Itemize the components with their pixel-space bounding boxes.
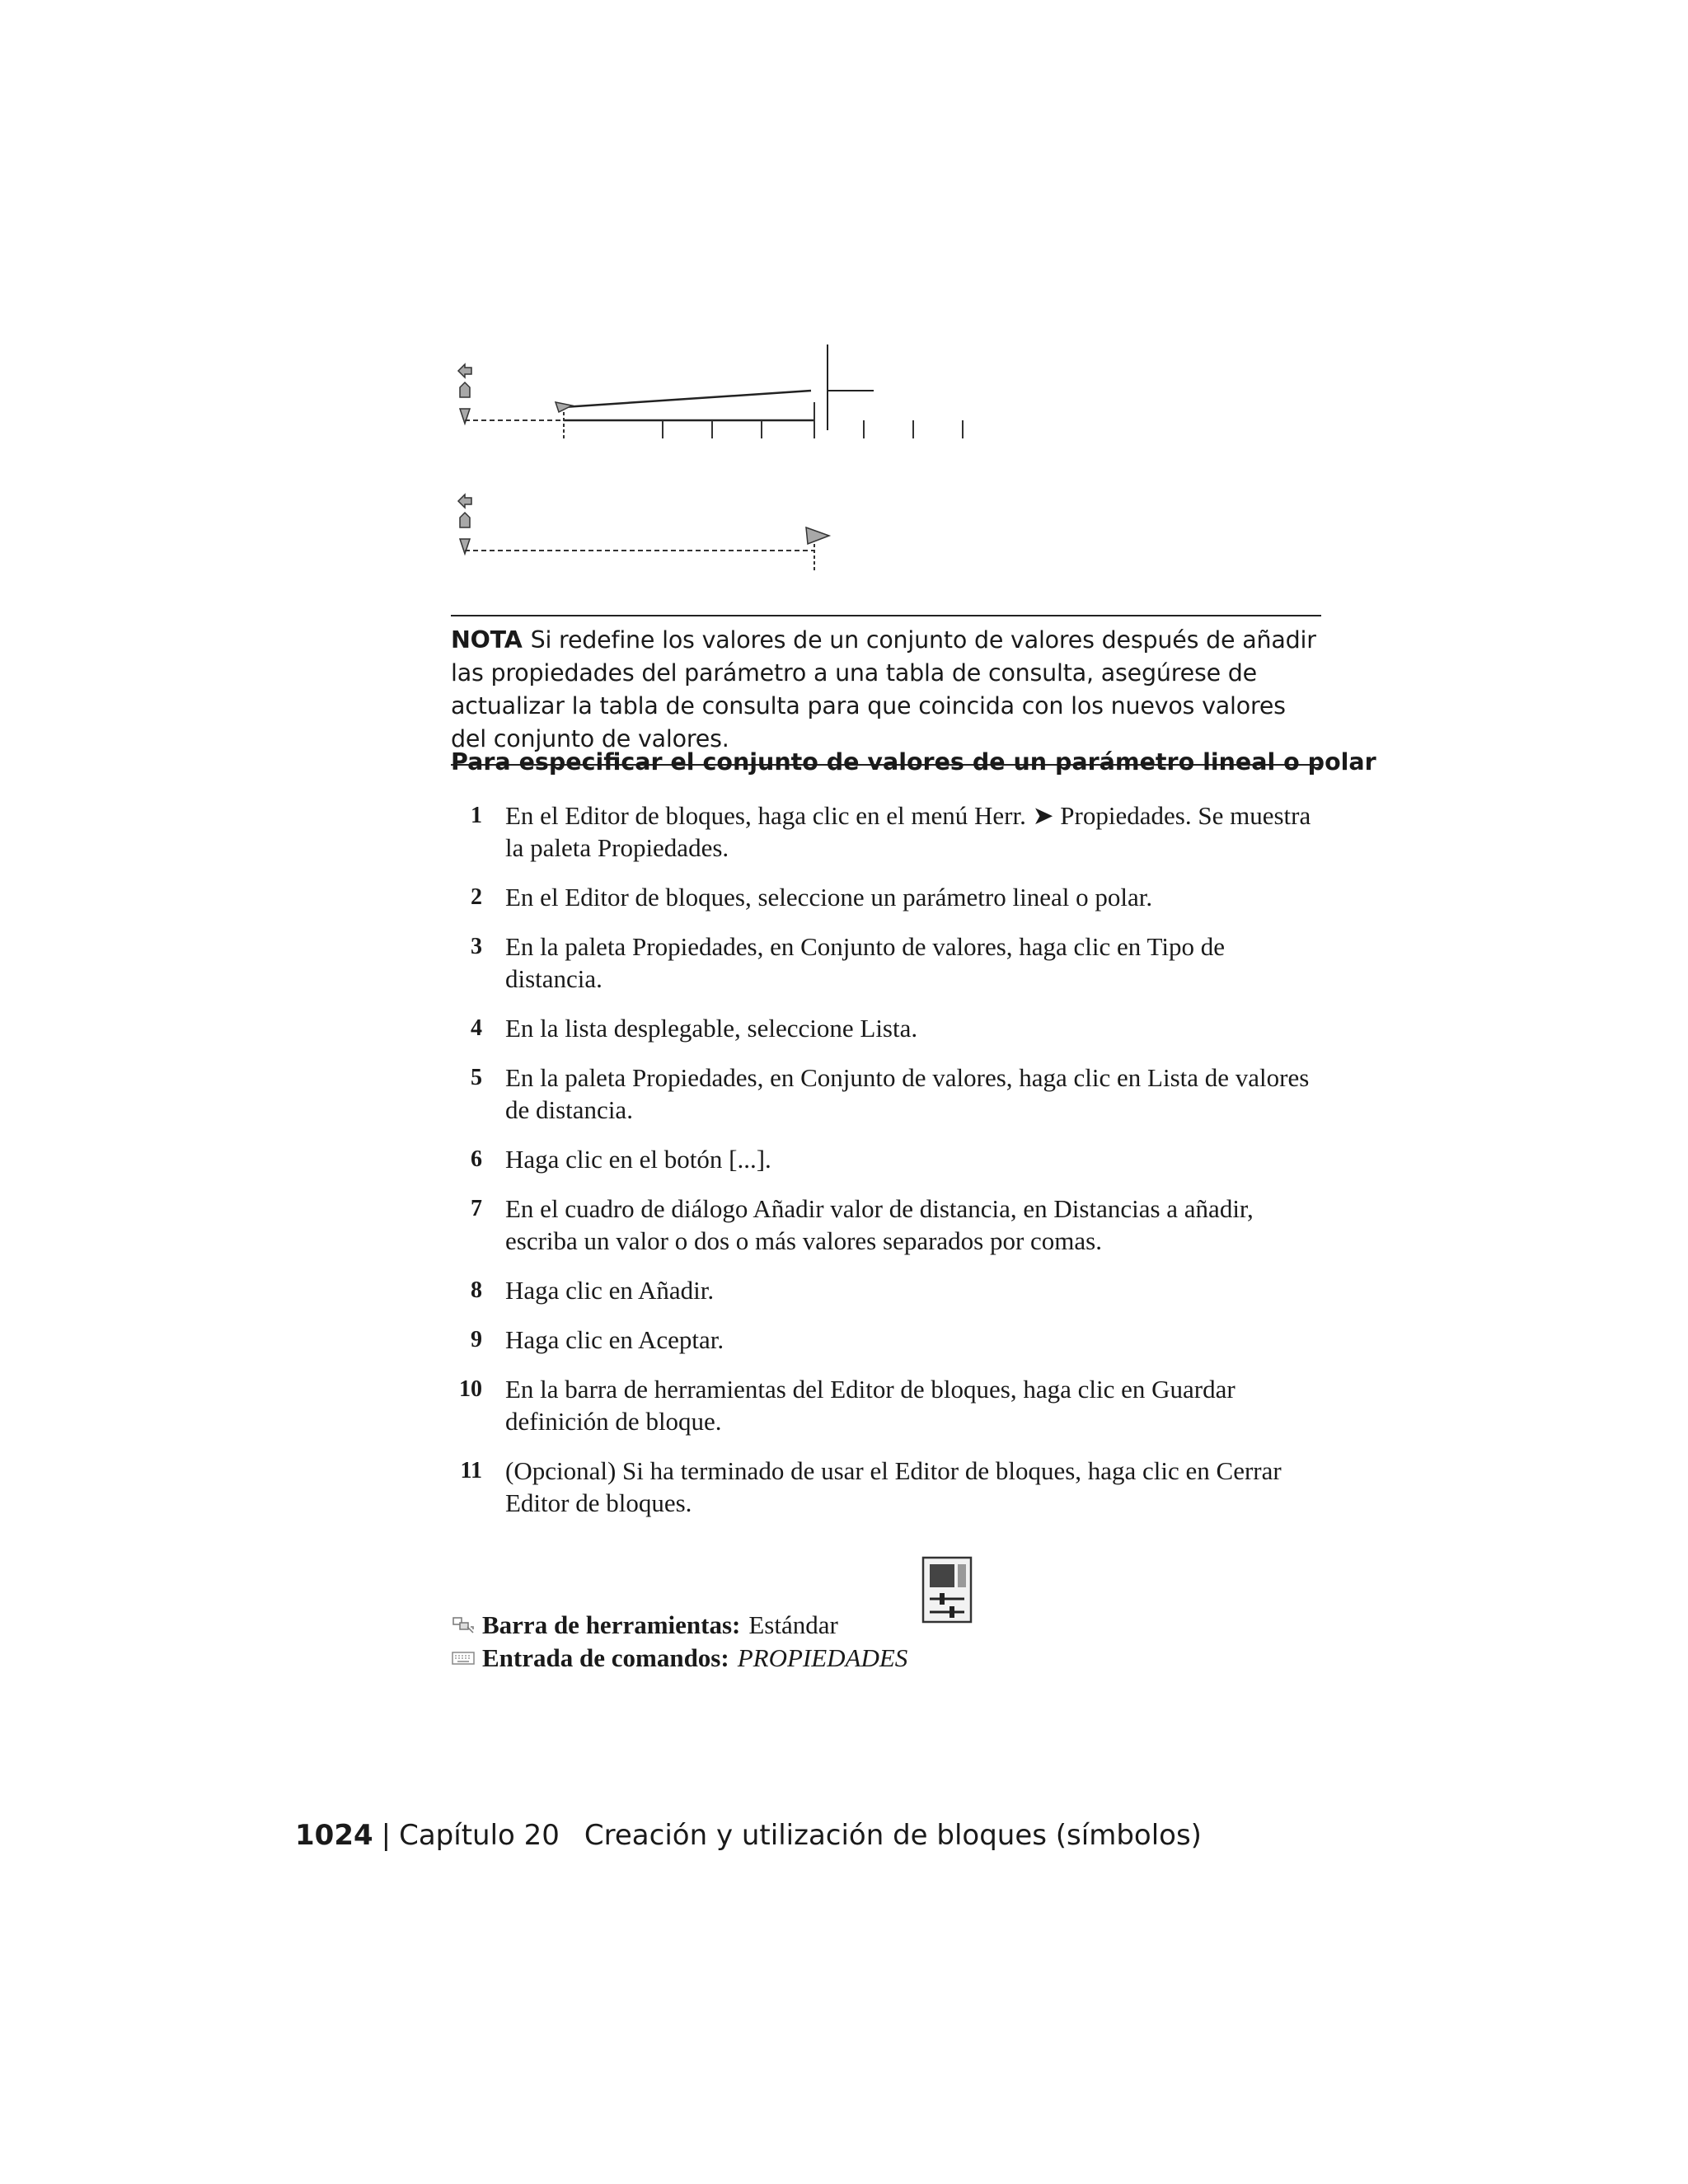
step-text: En la paleta Propiedades, en Conjunto de valores, haga clic en Tipo de distancia.: [505, 932, 1225, 993]
toolbar-label: Barra de herramientas:: [482, 1610, 741, 1639]
procedure-steps: [451, 799, 1325, 1536]
toolbar-access-line: [451, 1609, 838, 1642]
step-number: 3: [471, 934, 482, 959]
step-text: En el Editor de bloques, haga clic en el menú Herr. ➤ Propiedades. Se muestra la paleta Propiedades.: [505, 801, 1311, 862]
note-box: [451, 615, 1321, 766]
chapter-number: Capítulo 20: [399, 1819, 560, 1852]
procedure-step: [451, 1062, 1325, 1126]
command-label: Entrada de comandos:: [482, 1643, 729, 1672]
note-label: NOTA: [451, 626, 523, 654]
page-number: 1024: [295, 1819, 373, 1852]
parameter-illustrations: [445, 338, 1006, 602]
step-number: 11: [460, 1458, 482, 1483]
step-text: Haga clic en Aceptar.: [505, 1325, 724, 1354]
step-number: 6: [471, 1146, 482, 1172]
toolbar-value: Estándar: [748, 1610, 838, 1639]
step-number: 10: [459, 1376, 482, 1402]
procedure-step: [451, 1324, 1325, 1356]
step-text: En la lista desplegable, seleccione Lista.: [505, 1014, 918, 1043]
step-number: 2: [471, 884, 482, 910]
step-text: (Opcional) Si ha terminado de usar el Editor de bloques, haga clic en Cerrar Editor de bloques.: [505, 1456, 1282, 1517]
command-entry-line: [451, 1642, 907, 1675]
procedure-step: [451, 930, 1325, 995]
note-text: Si redefine los valores de un conjunto de valores después de añadir las propiedades del parámetro a una tabla de consulta, asegúrese de actualizar la tabla de consulta para que coincida con los nuevos valores del conjunto de valores.: [451, 626, 1316, 752]
procedure-step: [451, 1455, 1325, 1519]
properties-icon[interactable]: [921, 1556, 974, 1625]
step-text: Haga clic en Añadir.: [505, 1276, 715, 1305]
procedure-step: [451, 1143, 1325, 1175]
step-text: En la paleta Propiedades, en Conjunto de valores, haga clic en Lista de valores de distancia.: [505, 1063, 1310, 1124]
step-number: 8: [471, 1277, 482, 1303]
step-number: 9: [471, 1327, 482, 1352]
step-number: 1: [471, 803, 482, 828]
page-footer: [295, 1816, 1202, 1854]
procedure-step: [451, 881, 1325, 913]
step-number: 7: [471, 1196, 482, 1221]
procedure-step: [451, 1373, 1325, 1437]
step-text: En el Editor de bloques, seleccione un parámetro lineal o polar.: [505, 883, 1153, 912]
step-text: En el cuadro de diálogo Añadir valor de distancia, en Distancias a añadir, escriba un valor o dos o más valores separados por comas.: [505, 1194, 1254, 1255]
linear-parameter-stretched-figure: [458, 344, 963, 440]
chapter-title: Creación y utilización de bloques (símbolos): [584, 1819, 1202, 1852]
keyboard-icon: [451, 1648, 476, 1668]
footer-separator: |: [381, 1819, 392, 1852]
procedure-step: [451, 799, 1325, 864]
step-text: Haga clic en el botón [...].: [505, 1145, 771, 1174]
step-number: 4: [471, 1015, 482, 1041]
toolbar-icon: [451, 1615, 476, 1635]
step-number: 5: [471, 1065, 482, 1090]
procedure-step: [451, 1012, 1325, 1044]
command-value: PROPIEDADES: [737, 1643, 908, 1672]
procedure-heading: Para especificar el conjunto de valores de un parámetro lineal o polar: [451, 748, 1376, 776]
step-text: En la barra de herramientas del Editor de bloques, haga clic en Guardar definición de bloque.: [505, 1375, 1236, 1436]
linear-parameter-original-figure: [458, 494, 829, 570]
procedure-step: [451, 1193, 1325, 1257]
procedure-step: [451, 1274, 1325, 1306]
